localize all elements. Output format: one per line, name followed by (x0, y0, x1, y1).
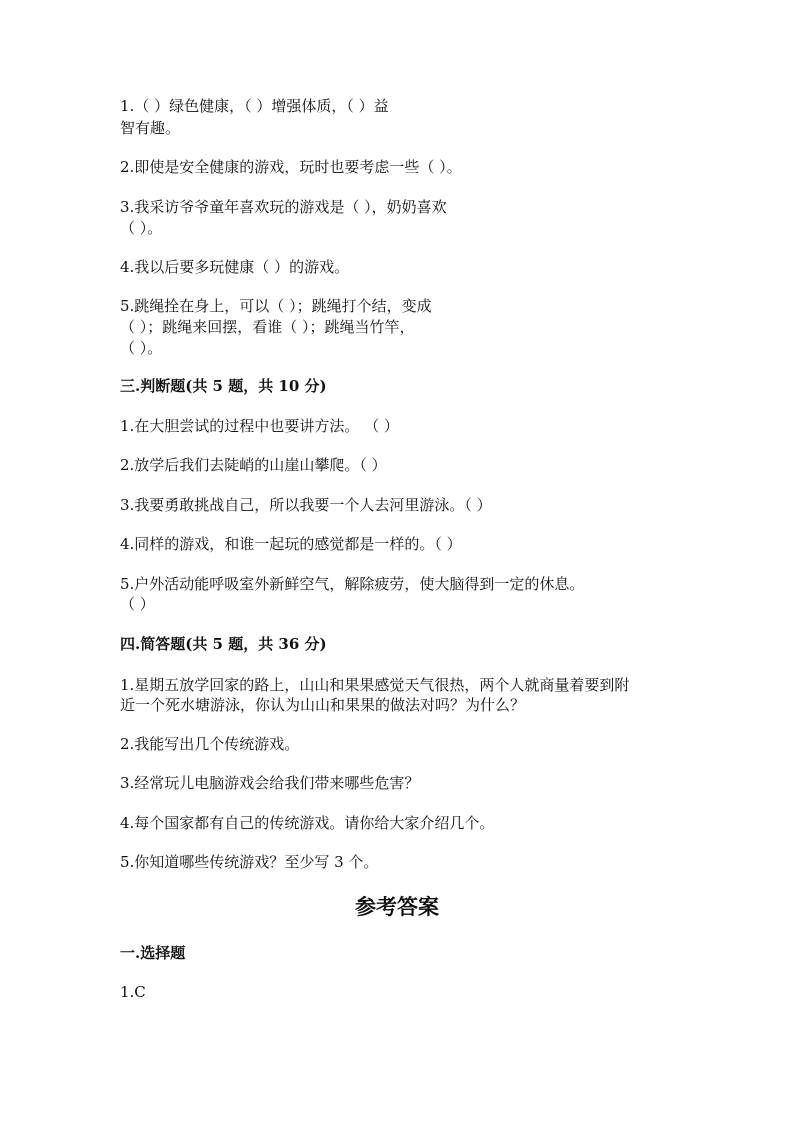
judge-question-5-line-1: 5.户外活动能呼吸室外新鲜空气，解除疲劳，使大脑得到一定的休息。 (120, 575, 585, 593)
fill-question-1-line-1: 1.（ ）绿色健康，（ ）增强体质，（ ）益 (120, 97, 389, 115)
judge-question-1: 1.在大胆尝试的过程中也要讲方法。 （ ） (120, 417, 399, 435)
short-question-1-line-1: 1.星期五放学回家的路上，山山和果果感觉天气很热，两个人就商量着要到附 (120, 676, 630, 694)
judge-section-heading: 三.判断题(共 5 题，共 10 分) (120, 377, 327, 395)
fill-question-1-line-2: 智有趣。 (120, 119, 181, 137)
fill-question-2: 2.即使是安全健康的游戏，玩时也要考虑一些（ ）。 (120, 158, 462, 176)
judge-question-2: 2.放学后我们去陡峭的山崖山攀爬。（ ） (120, 456, 387, 474)
short-question-4: 4.每个国家都有自己的传统游戏。请你给大家介绍几个。 (120, 814, 495, 832)
fill-question-5-line-2: （ ）；跳绳来回摆，看谁（ ）；跳绳当竹竿， (120, 318, 415, 336)
fill-question-5-line-3: （ ）。 (120, 339, 163, 357)
fill-question-3-line-2: （ ）。 (120, 219, 163, 237)
judge-question-5-line-2: （ ） (120, 595, 155, 613)
answer-section-1-heading: 一.选择题 (120, 944, 186, 962)
answer-1: 1.C (120, 983, 146, 1001)
fill-question-3-line-1: 3.我采访爷爷童年喜欢玩的游戏是（ ），奶奶喜欢 (120, 198, 447, 216)
short-question-5: 5.你知道哪些传统游戏？至少写 3 个。 (120, 853, 379, 871)
short-question-2: 2.我能写出几个传统游戏。 (120, 735, 300, 753)
short-question-3: 3.经常玩儿电脑游戏会给我们带来哪些危害？ (120, 774, 420, 792)
fill-question-4: 4.我以后要多玩健康（ ）的游戏。 (120, 258, 350, 276)
answer-key-title: 参考答案 (355, 894, 439, 919)
fill-question-5-line-1: 5.跳绳拴在身上，可以（ ）；跳绳打个结，变成 (120, 297, 432, 315)
judge-question-4: 4.同样的游戏，和谁一起玩的感觉都是一样的。（ ） (120, 535, 462, 553)
short-answer-section-heading: 四.简答题(共 5 题，共 36 分) (120, 635, 327, 653)
judge-question-3: 3.我要勇敢挑战自己，所以我要一个人去河里游泳。（ ） (120, 496, 492, 514)
short-question-1-line-2: 近一个死水塘游泳，你认为山山和果果的做法对吗？为什么？ (120, 696, 526, 714)
